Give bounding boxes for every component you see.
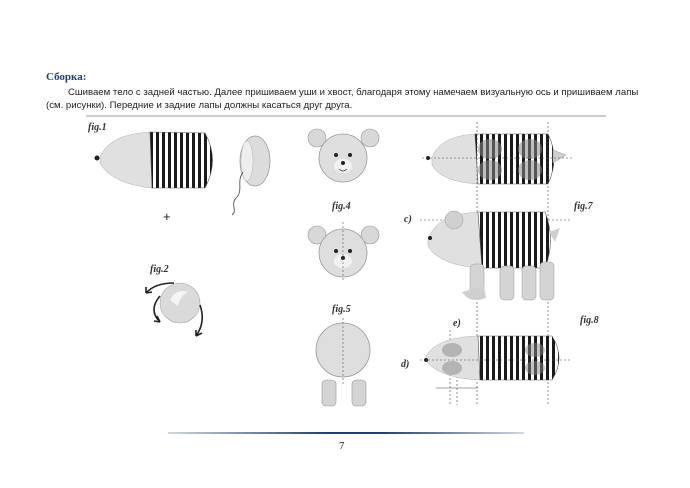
mark-e: e) [453,318,461,329]
fig8-label: fig.8 [580,315,599,326]
fig7-label: fig.7 [574,201,593,212]
fig1-label: fig.1 [88,122,107,133]
fig4-bear-head [308,222,379,282]
fig2-label: fig.2 [150,264,169,275]
fig5-label: fig.5 [332,304,351,315]
plus-sign: + [163,209,171,224]
fig4-label: fig.4 [332,201,351,212]
mark-d: d) [401,359,410,370]
fig1-back-piece [232,136,270,215]
fig5-body-front [316,318,370,406]
fig7-bear-side [420,211,572,300]
mark-c: c) [404,214,412,225]
bear-top-view [422,134,572,184]
section-heading: Сборка: [46,71,87,83]
fig1-body-piece [95,132,213,188]
fig2-tail-piece [160,283,200,323]
instruction-text: Сшиваем тело с задней частью. Далее пришиваем уши и хвост, благодаря этому намечаем визуальную ось и пришиваем лапы (см. рисунки). Передние и задние лапы должны касаться друг друга. [46,87,639,111]
fig8-bear-bottom [420,336,572,388]
bear-head-top [308,129,379,182]
page-number: 7 [339,440,345,452]
footer-divider [168,432,524,434]
